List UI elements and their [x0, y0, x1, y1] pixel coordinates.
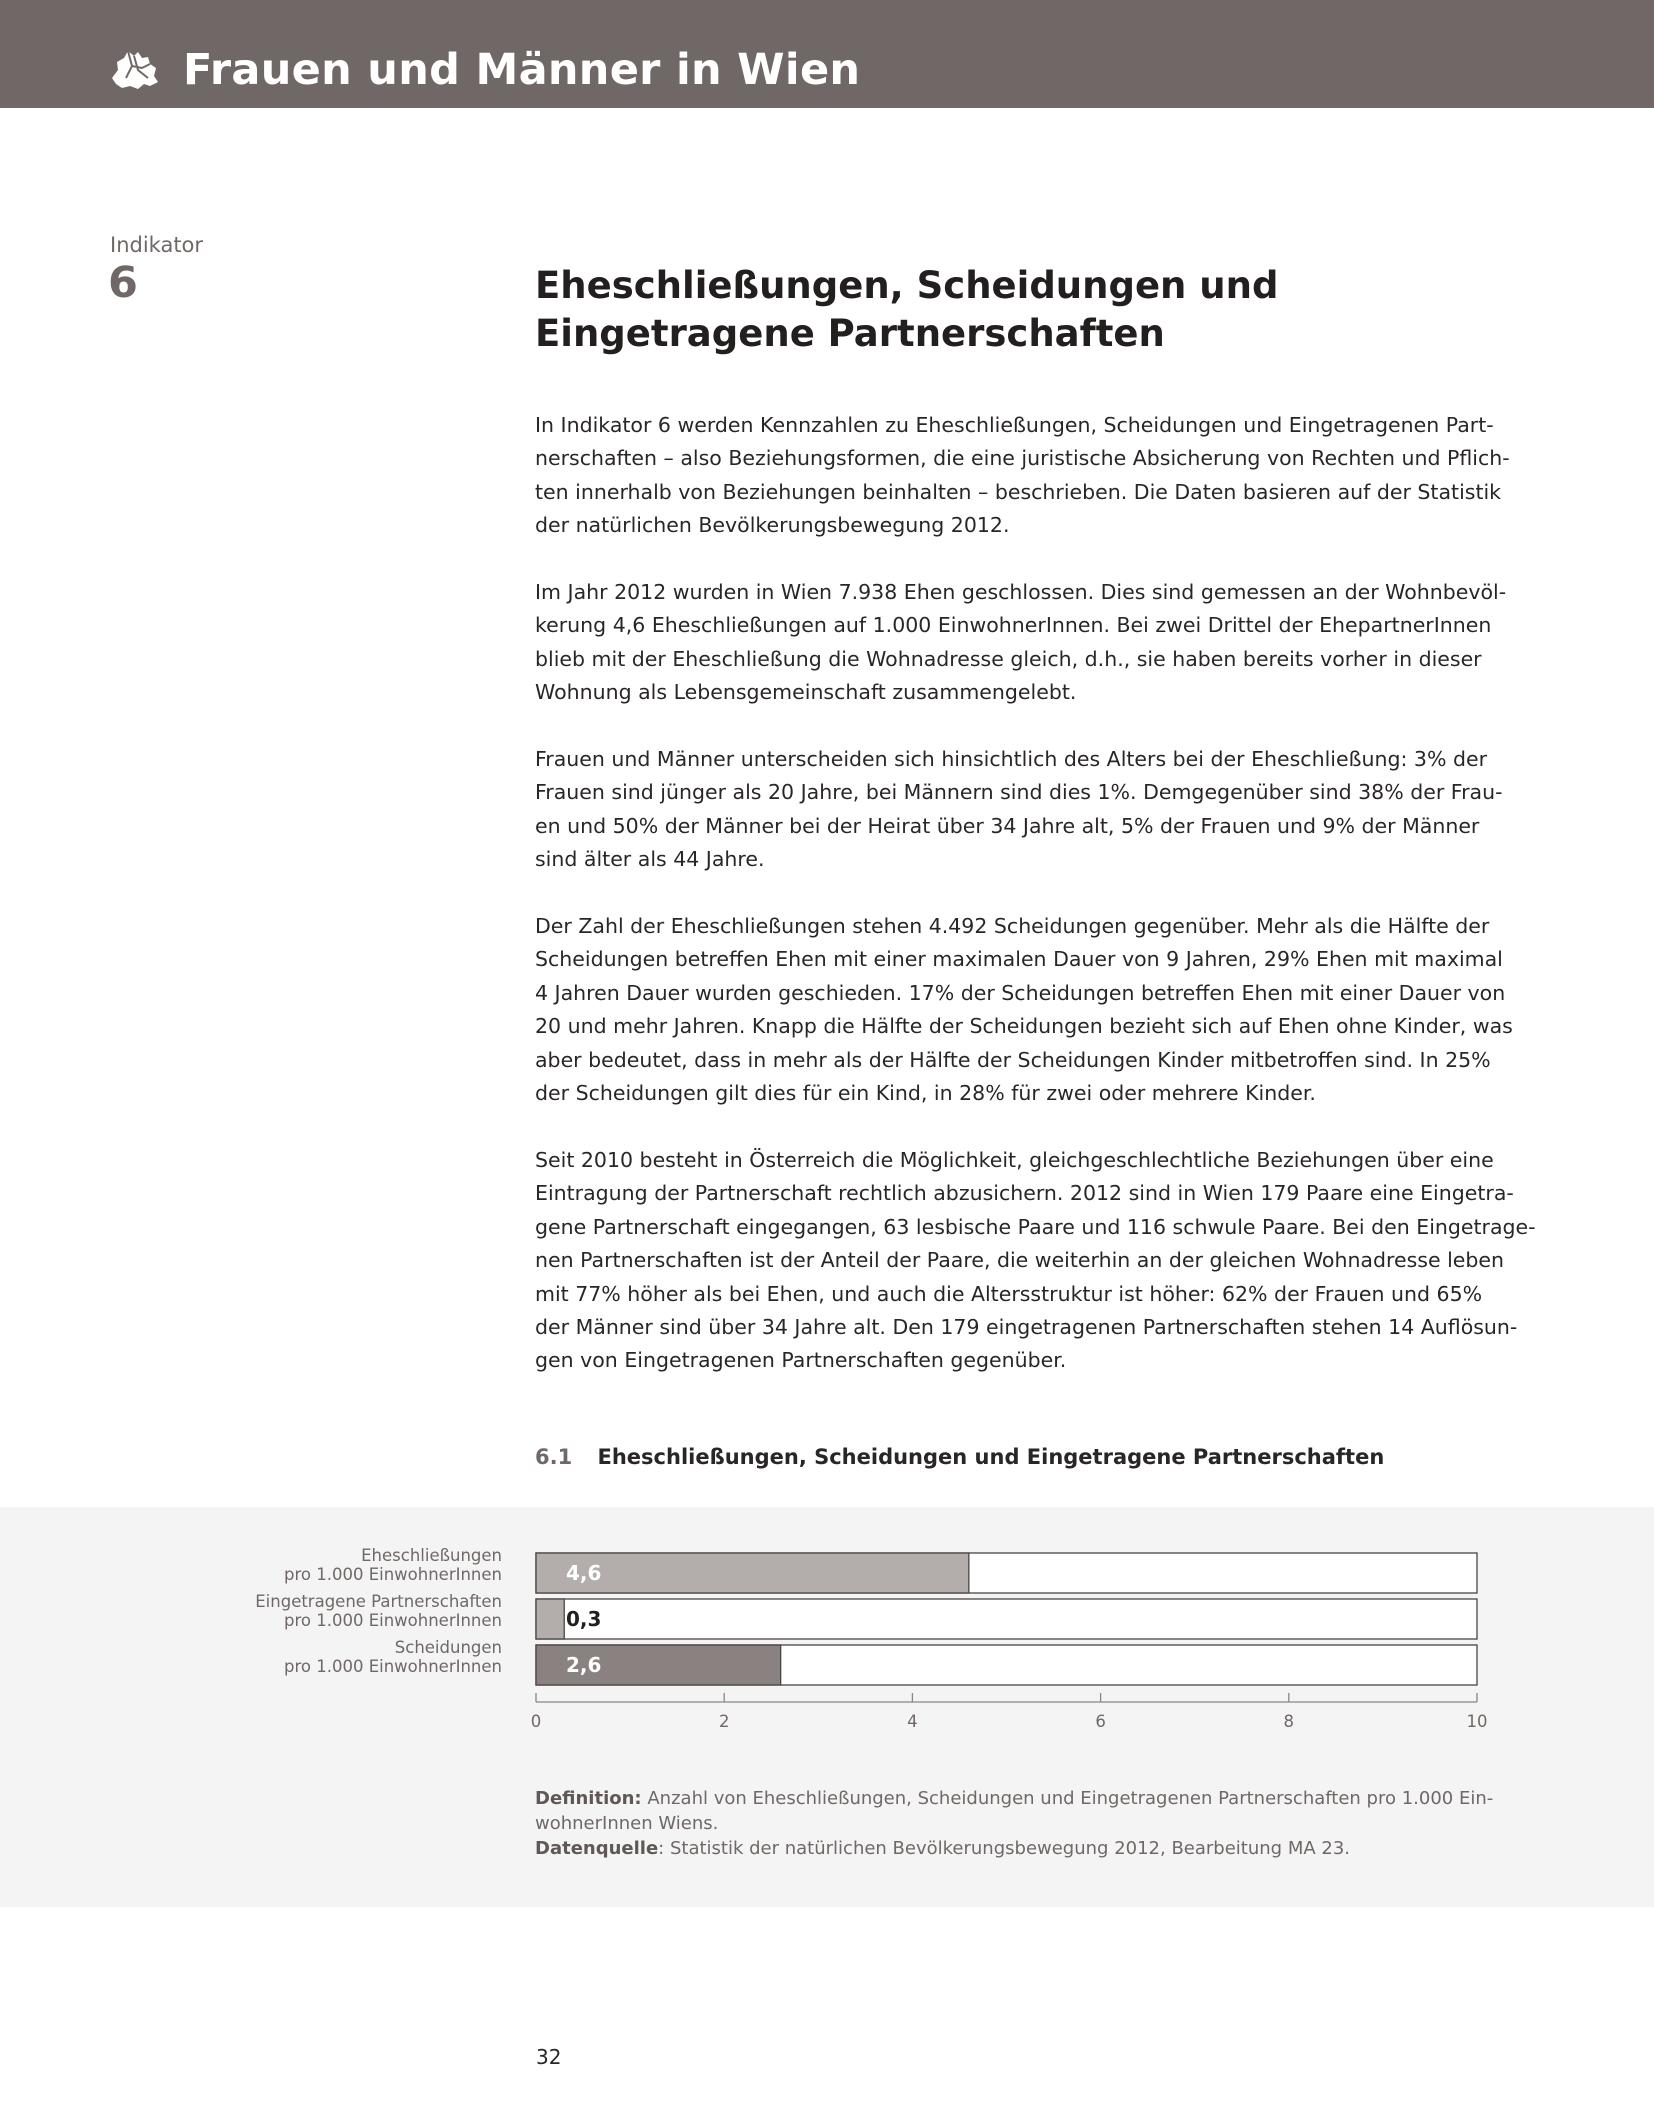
bar-value-label: 0,3 [566, 1607, 602, 1631]
definition-text: Anzahl von Eheschließungen, Scheidungen und Eingetragenen Partnerschaften pro 1.000 Ein- [641, 1788, 1494, 1809]
text-line: Wohnung als Lebensgemeinschaft zusammengelebt. [535, 680, 1077, 705]
text-line: Scheidungen betreffen Ehen mit einer maximalen Dauer von 9 Jahren, 29% Ehen mit maximal [535, 947, 1503, 972]
text-line: gen von Eingetragenen Partnerschaften gegenüber. [535, 1348, 1067, 1373]
page-headline [535, 262, 1435, 358]
bar-category-label: Eingetragene Partnerschaften [255, 1592, 502, 1611]
text-line: ten innerhalb von Beziehungen beinhalten – beschrieben. Die Daten basieren auf der Statistik [535, 479, 1502, 504]
vienna-map-icon [108, 48, 160, 92]
text-line: mit 77% höher als bei Ehen, und auch die Altersstruktur ist höher: 62% der Frauen und 65% [535, 1281, 1483, 1306]
indicator-number: 6 [108, 258, 138, 308]
paragraph [535, 1144, 1536, 1378]
body-text [535, 409, 1536, 1411]
x-tick-label: 4 [907, 1712, 918, 1731]
figure-title-text: Eheschließungen, Scheidungen und Eingetragene Partnerschaften [597, 1445, 1385, 1469]
figure-title [535, 1445, 1384, 1469]
bar-chart [0, 1507, 1654, 1787]
figure-number: 6.1 [535, 1445, 573, 1469]
x-tick-label: 10 [1466, 1712, 1488, 1731]
text-line: 4 Jahren Dauer wurden geschieden. 17% der Scheidungen betreffen Ehen mit einer Dauer von [535, 980, 1506, 1005]
text-line: Frauen und Männer unterscheiden sich hinsichtlich des Alters bei der Eheschließung: 3% der [535, 747, 1487, 772]
definition-line: wohnerInnen Wiens. [535, 1813, 719, 1834]
text-line: der natürlichen Bevölkerungsbewegung 2012. [535, 513, 1010, 538]
header-title: Frauen und Männer in Wien [183, 45, 861, 95]
paragraph [535, 743, 1503, 877]
text-line: nerschaften – also Beziehungsformen, die eine juristische Absicherung von Rechten und Pflich- [535, 446, 1510, 471]
text-line: der Männer sind über 34 Jahre alt. Den 179 eingetragenen Partnerschaften stehen 14 Auflösun- [535, 1314, 1518, 1339]
bar-value-label: 4,6 [566, 1561, 602, 1585]
source-label: Datenquelle [535, 1838, 659, 1859]
paragraph [535, 910, 1513, 1110]
page-header [0, 0, 1654, 108]
bar-value-label: 2,6 [566, 1653, 602, 1677]
bar-frame [536, 1599, 1477, 1639]
text-line: nen Partnerschaften ist der Anteil der Paare, die weiterhin an der gleichen Wohnadresse leben [535, 1248, 1505, 1273]
headline-line: Eingetragene Partnerschaften [535, 312, 1165, 355]
text-line: Seit 2010 besteht in Österreich die Möglichkeit, gleichgeschlechtliche Beziehungen über eine [535, 1147, 1494, 1172]
definition-label: Definition: [535, 1788, 642, 1809]
bar [536, 1599, 564, 1639]
paragraph [535, 576, 1507, 710]
x-tick-label: 8 [1283, 1712, 1295, 1731]
x-tick-label: 6 [1095, 1712, 1106, 1731]
chart-panel [0, 1507, 1654, 1907]
bar-category-label: pro 1.000 EinwohnerInnen [283, 1565, 502, 1584]
text-line: kerung 4,6 Eheschließungen auf 1.000 EinwohnerInnen. Bei zwei Drittel der EhepartnerInnen [535, 613, 1492, 638]
text-line: gene Partnerschaft eingegangen, 63 lesbische Paare und 116 schwule Paare. Bei den Eingetrage- [535, 1214, 1536, 1239]
text-line: aber bedeutet, dass in mehr als der Hälfte der Scheidungen Kinder mitbetroffen sind. In 25% [535, 1047, 1491, 1072]
x-tick-label: 2 [718, 1712, 730, 1731]
text-line: en und 50% der Männer bei der Heirat über 34 Jahre alt, 5% der Frauen und 9% der Männer [535, 813, 1480, 838]
headline-line: Eheschließungen, Scheidungen und [535, 264, 1279, 307]
chart-note [535, 1786, 1494, 1861]
indicator-label: Indikator [110, 233, 204, 257]
text-line: In Indikator 6 werden Kennzahlen zu Eheschließungen, Scheidungen und Eingetragenen Part- [535, 413, 1494, 437]
text-line: Eintragung der Partnerschaft rechtlich abzusichern. 2012 sind in Wien 179 Paare eine Eingetra- [535, 1181, 1514, 1206]
page-number: 32 [536, 2045, 562, 2069]
text-line: 20 und mehr Jahren. Knapp die Hälfte der Scheidungen bezieht sich auf Ehen ohne Kinder, was [535, 1014, 1513, 1039]
text-line: Frauen sind jünger als 20 Jahre, bei Männern sind dies 1%. Demgegenüber sind 38% der Frau- [535, 780, 1503, 805]
text-line: sind älter als 44 Jahre. [535, 847, 765, 872]
text-line: Der Zahl der Eheschließungen stehen 4.492 Scheidungen gegenüber. Mehr als die Hälfte der [535, 914, 1490, 939]
bar-category-label: pro 1.000 EinwohnerInnen [283, 1611, 502, 1630]
source-text: : Statistik der natürlichen Bevölkerungsbewegung 2012, Bearbeitung MA 23. [658, 1838, 1351, 1859]
text-line: Im Jahr 2012 wurden in Wien 7.938 Ehen geschlossen. Dies sind gemessen an der Wohnbevöl- [535, 580, 1507, 605]
bar-category-label: Eheschließungen [361, 1546, 502, 1565]
definition-line [535, 1786, 1494, 1811]
bar-category-label: Scheidungen [394, 1638, 502, 1657]
x-tick-label: 0 [530, 1712, 542, 1731]
paragraph [535, 409, 1510, 543]
bar-category-label: pro 1.000 EinwohnerInnen [283, 1657, 502, 1676]
text-line: der Scheidungen gilt dies für ein Kind, in 28% für zwei oder mehrere Kinder. [535, 1081, 1316, 1106]
text-line: blieb mit der Eheschließung die Wohnadresse gleich, d.h., sie haben bereits vorher in dieser [535, 646, 1482, 671]
source-line [535, 1836, 1455, 1861]
